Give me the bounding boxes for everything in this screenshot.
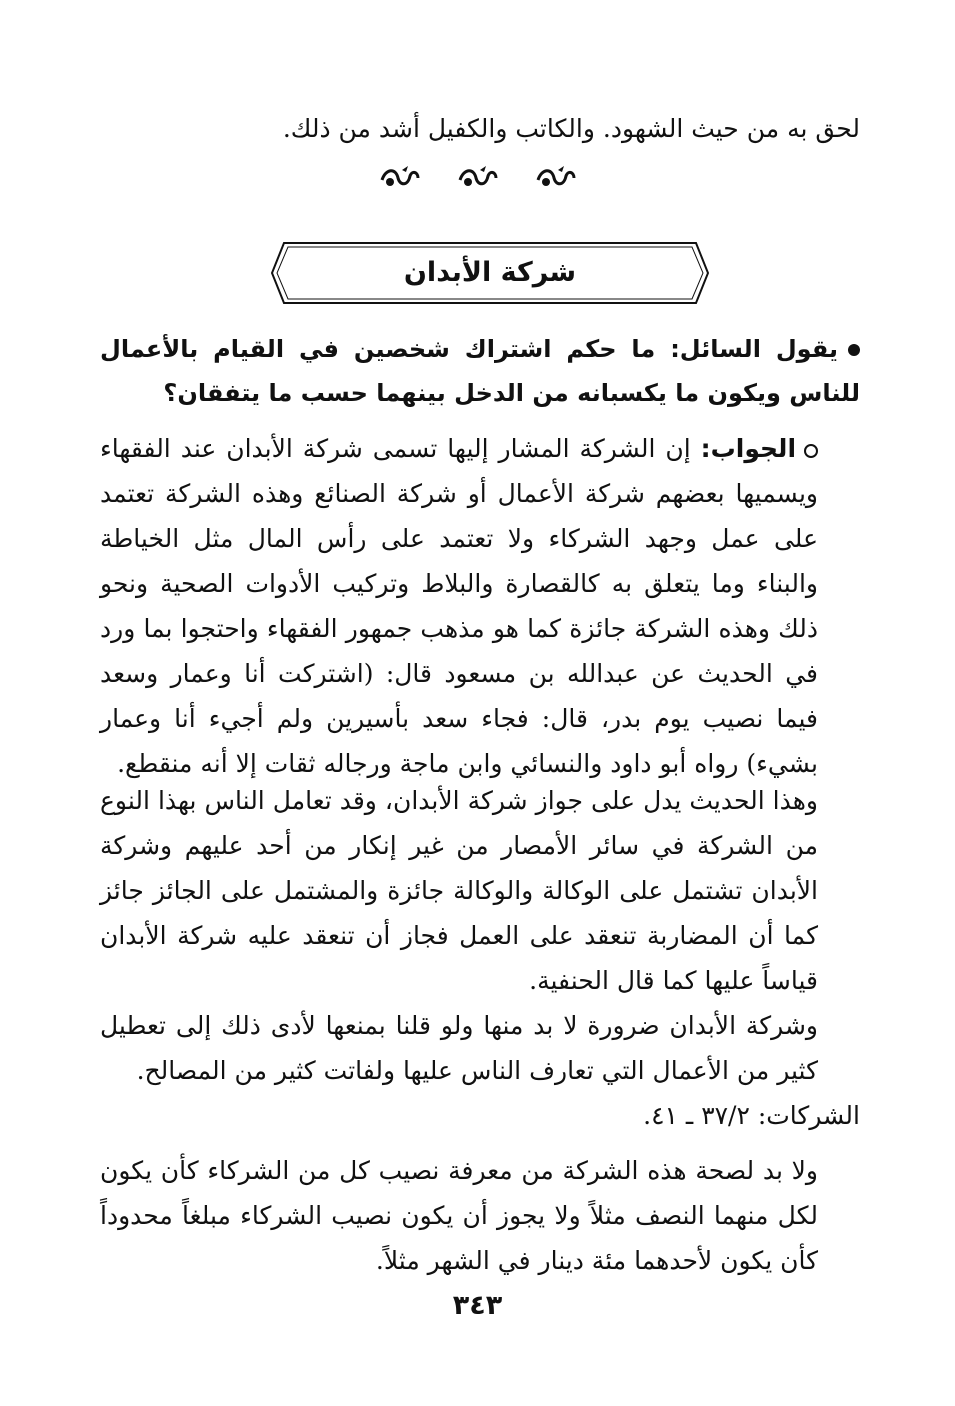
body-paragraph-2 xyxy=(100,778,860,1003)
circle-marker-icon xyxy=(804,444,818,458)
paragraph-2-text: وهذا الحديث يدل على جواز شركة الأبدان، وقد تعامل الناس بهذا النوع من الشركة في سائر الأمصار من غير إنكار من أحد عليهم وشركة الأبدان تشتمل على الوكالة والوكالة جائزة والمشتمل على الجائز جائز كما أن المضاربة تنعقد على العمل فجاز أن تنعقد عليه شركة الأبدان قياساً عليها كما قال الحنفية. xyxy=(100,786,818,995)
flourish-icon xyxy=(456,162,500,192)
intro-text: لحق به من حيث الشهود. والكاتب والكفيل أشد من ذلك. xyxy=(282,114,860,143)
body-paragraph-3 xyxy=(100,1003,860,1138)
answer-paragraph xyxy=(100,426,860,786)
paragraph-3-text: وشركة الأبدان ضرورة لا بد منها ولو قلنا بمنعها لأدى ذلك إلى تعطيل كثير من الأعمال التي تعارف الناس عليها ولفاتت كثير من المصالح. xyxy=(100,1011,818,1085)
bullet-icon xyxy=(848,344,860,356)
flourish-icon xyxy=(534,162,578,192)
paragraph-3-reference: الشركات: ٣٧/٢ ـ ٤١. xyxy=(643,1101,860,1130)
question-text: يقول السائل: ما حكم اشتراك شخصين في القيام بالأعمال للناس ويكون ما يكسبانه من الدخل بينهما حسب ما يتفقان؟ xyxy=(100,335,860,407)
flourish-icon xyxy=(378,162,422,192)
section-divider-ornaments xyxy=(0,162,955,192)
paragraph-4-text: ولا بد لصحة هذه الشركة من معرفة نصيب كل من الشركاء كأن يكون لكل منهما النصف مثلاً ولا يجوز أن يكون نصيب الشركاء مبلغاً محدوداً كأن يكون لأحدهما مئة دينار في الشهر مثلاً. xyxy=(100,1156,818,1275)
answer-text: إن الشركة المشار إليها تسمى شركة الأبدان عند الفقهاء ويسميها بعضهم شركة الأعمال أو شركة الصنائع وهذه الشركة تعتمد على عمل وجهد الشركاء ولا تعتمد على رأس المال مثل الخياطة والبناء وما يتعلق به كالقصارة والبلاط وتركيب الأدوات الصحية ونحو ذلك وهذه الشركة جائزة كما هو مذهب جمهور الفقهاء واحتجوا بما ورد في الحديث عن عبدالله بن مسعود قال: (اشتركت أنا وعمار وسعد فيما نصيب يوم بدر، قال: فجاء سعد بأسيرين ولم أجيء أنا وعمار بشيء) رواه أبو داود والنسائي وابن ماجة ورجاله ثقات إلا أنه منقطع. xyxy=(100,434,818,778)
intro-line xyxy=(100,106,860,151)
question-paragraph xyxy=(100,327,860,415)
page-number: ٣٤٣ xyxy=(452,1290,503,1321)
section-title: شركة الأبدان xyxy=(403,257,577,288)
body-paragraph-4 xyxy=(100,1148,860,1283)
section-title-frame xyxy=(270,241,710,305)
answer-label: الجواب: xyxy=(700,434,797,463)
